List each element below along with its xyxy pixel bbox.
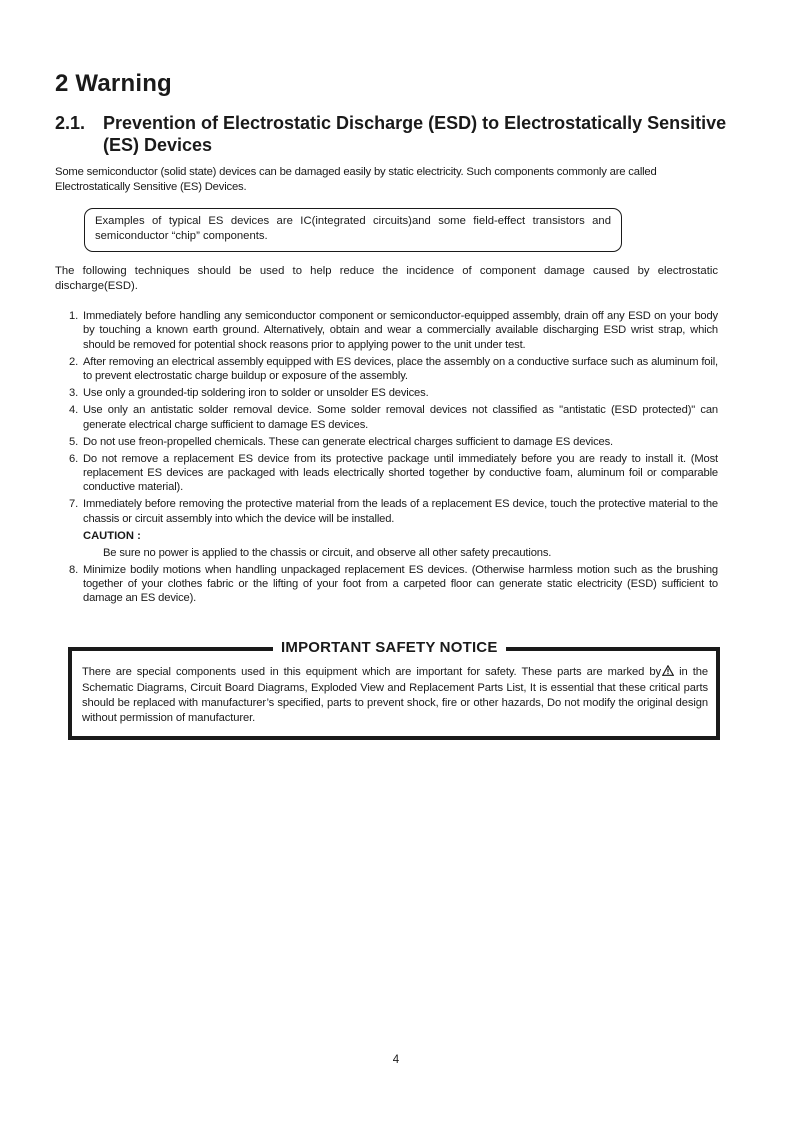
list-item <box>55 452 718 495</box>
list-item-number: 1. <box>69 310 79 322</box>
list-item <box>55 309 718 352</box>
list-item-number: 5. <box>69 435 79 448</box>
chapter-title: 2 Warning <box>55 70 172 97</box>
list-item-number: 6. <box>69 452 79 465</box>
list-item-number: 3. <box>69 387 79 400</box>
list-item-number: 2. <box>69 355 79 368</box>
safety-notice-title: IMPORTANT SAFETY NOTICE <box>273 638 506 658</box>
section-heading <box>55 112 735 156</box>
list-item-text: Use only a grounded-tip soldering iron to solder or unsolder ES devices. <box>83 387 429 400</box>
caution-text: Be sure no power is applied to the chassis or circuit, and observe all other safety precautions. <box>103 546 552 559</box>
section-title: Prevention of Electrostatic Discharge (ESD) to Electrostatically Sensitive (ES) Devices <box>103 113 727 155</box>
important-safety-notice-box <box>68 639 720 740</box>
techniques-intro-paragraph: The following techniques should be used to help reduce the incidence of component damage caused by electrostatic discharge(ESD). <box>55 265 718 292</box>
list-item <box>55 386 718 400</box>
safety-notice-text-part-2: in the Schematic Diagrams, Circuit Board Diagrams, Exploded View and Replacement Parts List, It is essential that these critical parts should be replaced with manufacturer’s specified, parts to prevent shock, fire or other hazards, Do not modify the original design without permission of manufacturer. <box>82 666 709 724</box>
intro-paragraph: Some semiconductor (solid state) devices can be damaged easily by static electricity. Such components commonly are called Electrostatically Sensitive (ES) Devices. <box>55 166 657 193</box>
list-item-text: Do not use freon-propelled chemicals. These can generate electrical charges sufficient to damage ES devices. <box>83 435 614 448</box>
section-number: 2.1. <box>55 113 86 133</box>
list-item-text: Minimize bodily motions when handling unpackaged replacement ES devices. (Otherwise harmless motion such as the brushing together of your clothes fabric or the lifting of your foot from a carpeted floor can generate static electricity (ESD) sufficient to damage an ES device). <box>83 563 718 605</box>
list-item-number: 8. <box>69 563 79 576</box>
list-item-text: Use only an antistatic solder removal device. Some solder removal devices not classified as "antistatic (ESD protected)" can generate electrical charge sufficient to damage ES devices. <box>83 404 718 431</box>
list-item <box>55 355 718 384</box>
safety-notice-text-part-1: There are special components used in this equipment which are important for safety. These parts are marked by <box>82 666 662 678</box>
list-item-text: Immediately before handling any semiconductor component or semiconductor-equipped assembly, drain off any ESD on your body by touching a known earth ground. Alternatively, obtain and wear a commercially available discharging ESD wrist strap, which should be removed for potential shock reasons prior to applying power to the unit under test. <box>83 310 718 351</box>
list-item <box>55 497 718 560</box>
page-number: 4 <box>392 1054 400 1066</box>
esd-techniques-list <box>55 309 718 608</box>
list-item <box>55 403 718 432</box>
list-item-text: Do not remove a replacement ES device from its protective package until immediately before you are ready to install it. (Most replacement ES devices are packaged with leads electrically shorted together by conductive foam, aluminum foil or comparable conductive material). <box>83 452 718 494</box>
list-item-text: After removing an electrical assembly equipped with ES devices, place the assembly on a conductive surface such as aluminum foil, to prevent electrostatic charge buildup or exposure of the assembly. <box>83 355 718 383</box>
safety-notice-text <box>82 665 708 726</box>
list-item-number: 7. <box>69 498 79 511</box>
list-item <box>55 435 718 449</box>
warning-triangle-icon <box>662 665 674 681</box>
caution-label: CAUTION : <box>83 530 141 543</box>
list-item-number: 4. <box>69 404 79 417</box>
list-item-text: Immediately before removing the protective material from the leads of a replacement ES device, touch the protective material to the chassis or circuit assembly into which the device will be installed. <box>83 498 718 525</box>
example-callout-box: Examples of typical ES devices are IC(integrated circuits)and some field-effect transistors and semiconductor “chip” components. <box>84 208 622 252</box>
list-item <box>55 563 718 606</box>
